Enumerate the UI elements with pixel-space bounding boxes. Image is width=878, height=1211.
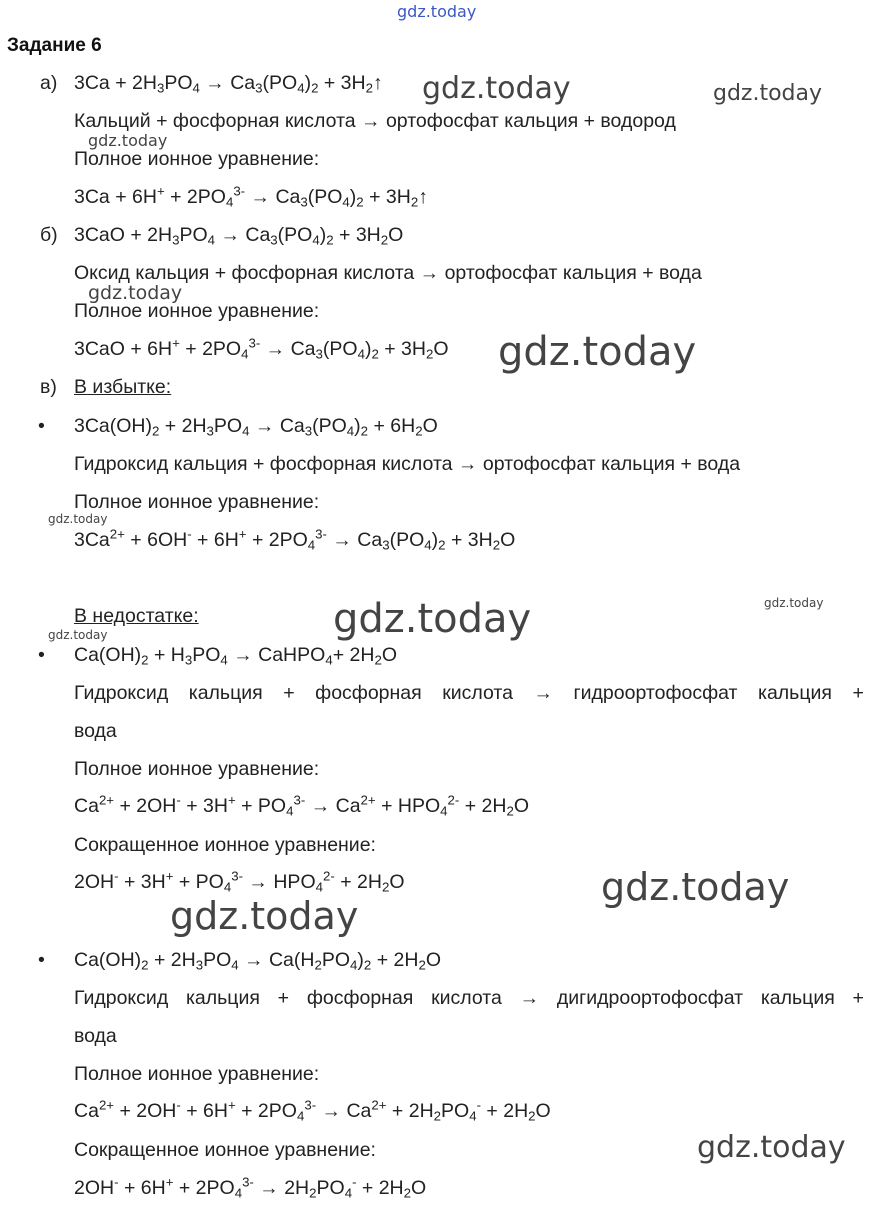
- formula-part: 2: [410, 194, 419, 210]
- equation-deficit-2: [74, 951, 441, 971]
- formula-part: 2+: [98, 1097, 115, 1113]
- formula-part: 4: [296, 1108, 305, 1124]
- formula-part: 4: [440, 803, 448, 819]
- formula-part: + 3H: [118, 871, 166, 893]
- excess-label: В избытке:: [74, 376, 172, 398]
- formula-part: Ca: [74, 1100, 99, 1122]
- formula-part: 2: [326, 232, 334, 248]
- formula-part: 3: [156, 80, 165, 96]
- formula-part: 2: [311, 80, 319, 96]
- watermark: gdz.today: [333, 596, 532, 642]
- formula-part: 2: [528, 1108, 536, 1124]
- formula-part: 2: [492, 537, 501, 553]
- formula-part: (PO: [312, 415, 347, 437]
- formula-part: O: [535, 1100, 551, 1122]
- bullet: •: [38, 644, 45, 666]
- word: кислота: [442, 682, 513, 704]
- formula-part: 2: [415, 423, 423, 439]
- formula-part: 3-: [242, 1174, 254, 1190]
- formula-part: → HPO: [243, 871, 316, 893]
- formula-part: PO: [316, 1177, 345, 1199]
- formula-part: + 3H: [363, 186, 411, 208]
- formula-part: ): [319, 224, 327, 246]
- word: кальция: [760, 987, 835, 1009]
- formula-part: ): [304, 72, 312, 94]
- formula-part: + 2H: [459, 795, 507, 817]
- formula-part: 2: [418, 957, 426, 973]
- formula-part: ↑: [418, 186, 428, 208]
- word: кислота: [431, 987, 502, 1009]
- formula-part: 4: [344, 1185, 353, 1201]
- formula-part: 3Ca(OH): [74, 415, 153, 437]
- words-a: Кальций + фосфорная кислота → ортофосфат кальция + водород: [74, 110, 676, 132]
- formula-part: ): [354, 415, 361, 437]
- formula-part: (PO: [262, 72, 298, 94]
- formula-part: → Ca: [305, 795, 361, 817]
- formula-part: O: [500, 529, 516, 551]
- formula-part: ): [349, 186, 357, 208]
- formula-part: → Ca: [249, 415, 305, 437]
- formula-part: Ca(OH): [74, 644, 142, 666]
- formula-part: + 2H: [148, 949, 196, 971]
- watermark: gdz.today: [170, 894, 359, 938]
- item-marker-c: в): [40, 376, 57, 398]
- word: Гидроксид: [74, 987, 169, 1009]
- formula-part: + 2H: [159, 415, 207, 437]
- formula-part: 4: [241, 346, 249, 362]
- formula-part: + 2PO: [246, 529, 308, 551]
- formula-part: + 3H: [445, 529, 493, 551]
- formula-part: 2-: [447, 792, 460, 808]
- ionic-equation-deficit-2: [74, 1097, 551, 1124]
- formula-part: + 2PO: [173, 1177, 235, 1199]
- formula-part: ↑: [372, 72, 383, 94]
- formula-part: -: [476, 1097, 482, 1113]
- formula-part: PO: [441, 1100, 470, 1122]
- bullet: •: [38, 415, 45, 437]
- formula-part: +: [165, 1174, 174, 1190]
- formula-part: 2: [360, 423, 369, 439]
- formula-part: 4: [220, 652, 228, 668]
- task-title: Задание 6: [7, 35, 102, 56]
- formula-part: 3-: [233, 183, 246, 199]
- word: кальция: [758, 682, 832, 704]
- formula-part: + 6OH: [124, 529, 188, 551]
- formula-part: + 6H: [118, 1177, 166, 1199]
- formula-part: 2: [381, 879, 390, 895]
- formula-part: 4: [207, 232, 216, 248]
- formula-part: +: [227, 1097, 236, 1113]
- formula-part: -: [187, 526, 192, 542]
- formula-part: + 2H: [386, 1100, 434, 1122]
- formula-part: 2: [380, 232, 389, 248]
- formula-part: O: [411, 1177, 427, 1199]
- formula-part: 4: [350, 957, 358, 973]
- ionic-equation-b: [74, 335, 449, 362]
- watermark: gdz.today: [48, 628, 108, 642]
- formula-part: +: [227, 792, 236, 808]
- formula-part: → Ca: [199, 72, 256, 94]
- formula-part: 4: [424, 537, 432, 553]
- formula-part: + 6H: [191, 529, 239, 551]
- formula-part: PO: [213, 415, 243, 437]
- bullet: •: [38, 949, 45, 971]
- watermark: gdz.today: [88, 131, 168, 150]
- equation-deficit-1: [74, 646, 397, 666]
- word: кальция: [188, 682, 263, 704]
- formula-part: +: [238, 526, 247, 542]
- formula-part: PO: [203, 949, 232, 971]
- formula-part: PO: [321, 949, 351, 971]
- formula-part: 4: [325, 652, 333, 668]
- words-b: Оксид кальция + фосфорная кислота → ортофосфат кальция + вода: [74, 262, 702, 284]
- formula-part: O: [422, 415, 438, 437]
- equation-b: [74, 226, 403, 246]
- equation-a: [74, 74, 383, 94]
- formula-part: 2OH: [74, 1177, 115, 1199]
- formula-part: → Ca: [215, 224, 271, 246]
- formula-part: 3-: [315, 526, 327, 542]
- formula-part: 4: [234, 1185, 243, 1201]
- formula-part: 4: [225, 194, 234, 210]
- watermark-top: gdz.today: [397, 2, 477, 21]
- watermark: gdz.today: [713, 81, 823, 106]
- formula-part: → Ca: [316, 1100, 372, 1122]
- word: кальция: [185, 987, 260, 1009]
- formula-part: (PO: [322, 338, 358, 360]
- formula-part: 3: [304, 423, 313, 439]
- words-excess: Гидроксид кальция + фосфорная кислота → ортофосфат кальция + вода: [74, 453, 741, 475]
- word: фосфорная: [315, 682, 422, 704]
- word: гидроортофосфат: [573, 682, 738, 704]
- ionic-label-a: Полное ионное уравнение:: [74, 148, 320, 170]
- watermark: gdz.today: [422, 71, 571, 106]
- formula-part: + 2H: [371, 949, 419, 971]
- formula-part: 3-: [304, 1097, 317, 1113]
- formula-part: +: [165, 868, 174, 884]
- formula-part: (PO: [307, 186, 343, 208]
- word: дигидроортофосфат: [556, 987, 744, 1009]
- formula-part: 3: [315, 346, 323, 362]
- formula-part: 3: [195, 957, 204, 973]
- formula-part: 4: [346, 423, 355, 439]
- formula-part: 3: [382, 537, 390, 553]
- ionic-equation-a: [74, 183, 428, 210]
- formula-part: ): [364, 338, 372, 360]
- formula-part: O: [389, 871, 405, 893]
- formula-part: 3: [300, 194, 308, 210]
- formula-part: +: [172, 335, 180, 351]
- watermark: gdz.today: [697, 1130, 846, 1165]
- formula-part: + 2OH: [114, 795, 177, 817]
- formula-part: O: [433, 338, 449, 360]
- short-label-deficit-1: Сокращенное ионное уравнение:: [74, 834, 376, 856]
- words-deficit-2-cont: вода: [74, 1025, 117, 1047]
- formula-part: 4: [192, 80, 200, 96]
- word: +: [852, 987, 864, 1009]
- formula-part: -: [176, 792, 181, 808]
- formula-part: -: [114, 868, 119, 884]
- formula-part: 3: [206, 423, 214, 439]
- words-deficit-1-cont: вода: [74, 720, 117, 742]
- word: +: [852, 682, 864, 704]
- formula-part: O: [425, 949, 441, 971]
- formula-part: 2: [433, 1108, 442, 1124]
- formula-part: PO: [192, 644, 221, 666]
- formula-part: 2: [506, 803, 514, 819]
- formula-part: PO: [164, 72, 193, 94]
- short-label-deficit-2: Сокращенное ионное уравнение:: [74, 1139, 376, 1161]
- formula-part: + PO: [173, 871, 224, 893]
- formula-part: Ca(OH): [74, 949, 142, 971]
- ionic-equation-deficit-1: [74, 792, 530, 819]
- formula-part: 2: [403, 1185, 412, 1201]
- word: →: [519, 987, 540, 1009]
- formula-part: O: [388, 224, 404, 246]
- word: Гидроксид: [74, 682, 169, 704]
- formula-part: → Ca: [245, 186, 301, 208]
- formula-part: + 3H: [333, 224, 381, 246]
- word: +: [277, 987, 290, 1009]
- formula-part: + 6H: [368, 415, 416, 437]
- formula-part: 2: [356, 194, 364, 210]
- watermark: gdz.today: [601, 865, 790, 909]
- watermark: gdz.today: [498, 329, 697, 375]
- formula-part: 4: [312, 232, 320, 248]
- formula-part: 2: [152, 423, 160, 439]
- formula-part: 2: [371, 346, 379, 362]
- formula-part: + 2PO: [179, 338, 242, 360]
- formula-part: Ca: [74, 795, 99, 817]
- formula-part: 2: [374, 652, 382, 668]
- formula-part: O: [513, 795, 530, 817]
- ionic-equation-excess: [74, 526, 516, 553]
- ionic-label-deficit-2: Полное ионное уравнение:: [74, 1063, 320, 1085]
- formula-part: 4: [231, 957, 239, 973]
- formula-part: 3: [172, 232, 180, 248]
- formula-part: + 2PO: [164, 186, 226, 208]
- word: →: [533, 682, 554, 704]
- formula-part: + 2OH: [114, 1100, 177, 1122]
- formula-part: (PO: [389, 529, 425, 551]
- item-marker-a: а): [40, 72, 58, 94]
- formula-part: + 3H: [378, 338, 426, 360]
- formula-part: 2: [425, 346, 434, 362]
- formula-part: → Ca(H: [238, 949, 315, 971]
- formula-part: + H: [148, 644, 185, 666]
- formula-part: 3: [270, 232, 278, 248]
- formula-part: 3Ca: [74, 529, 110, 551]
- formula-part: → Ca: [260, 338, 316, 360]
- formula-part: O: [381, 644, 397, 666]
- short-equation-deficit-1: [74, 868, 405, 895]
- formula-part: + PO: [235, 795, 287, 817]
- formula-part: → Ca: [326, 529, 383, 551]
- formula-part: 4: [242, 423, 250, 439]
- formula-part: + 3H: [180, 795, 228, 817]
- short-equation-deficit-2: [74, 1174, 427, 1201]
- formula-part: (PO: [277, 224, 313, 246]
- formula-part: 3-: [293, 792, 306, 808]
- formula-part: +: [156, 183, 165, 199]
- ionic-label-b: Полное ионное уравнение:: [74, 300, 320, 322]
- formula-part: 2OH: [74, 871, 115, 893]
- formula-part: 2: [363, 957, 372, 973]
- word: фосфорная: [306, 987, 414, 1009]
- formula-part: 2-: [322, 868, 335, 884]
- formula-part: + 2H: [356, 1177, 404, 1199]
- formula-part: + 6H: [180, 1100, 228, 1122]
- formula-part: 4: [286, 803, 294, 819]
- formula-part: → CaHPO: [227, 644, 326, 666]
- formula-part: 2: [438, 537, 446, 553]
- formula-part: 4: [357, 346, 365, 362]
- formula-part: 2: [141, 652, 149, 668]
- formula-part: PO: [179, 224, 208, 246]
- deficit-label: В недостатке:: [74, 605, 199, 627]
- item-marker-b: б): [40, 224, 58, 246]
- ionic-label-excess: Полное ионное уравнение:: [74, 491, 320, 513]
- formula-part: -: [352, 1174, 357, 1190]
- formula-part: 3: [184, 652, 193, 668]
- formula-part: → 2H: [253, 1177, 310, 1199]
- words-deficit-2: [74, 989, 864, 1009]
- equation-excess: [74, 417, 438, 437]
- formula-part: 2+: [360, 792, 376, 808]
- formula-part: + 2H: [481, 1100, 529, 1122]
- formula-part: ): [431, 529, 439, 551]
- formula-part: -: [176, 1097, 181, 1113]
- formula-part: + 2H: [332, 644, 375, 666]
- formula-part: ): [357, 949, 364, 971]
- formula-part: 3CaO + 2H: [74, 224, 173, 246]
- formula-part: 4: [469, 1108, 477, 1124]
- formula-part: 3: [255, 80, 263, 96]
- ionic-label-deficit-1: Полное ионное уравнение:: [74, 758, 320, 780]
- formula-part: + 2PO: [235, 1100, 297, 1122]
- words-deficit-1: [74, 684, 864, 704]
- formula-part: 4: [223, 879, 232, 895]
- formula-part: 4: [297, 80, 305, 96]
- formula-part: 2+: [109, 526, 125, 542]
- formula-part: 2+: [98, 792, 115, 808]
- formula-part: 4: [342, 194, 350, 210]
- formula-part: + 2H: [334, 871, 382, 893]
- formula-part: 2: [314, 957, 322, 973]
- watermark: gdz.today: [88, 282, 183, 304]
- formula-part: 3Ca + 6H: [74, 186, 157, 208]
- formula-part: 2: [365, 80, 373, 96]
- formula-part: 3-: [248, 335, 261, 351]
- formula-part: 2: [309, 1185, 317, 1201]
- formula-part: + 3H: [318, 72, 366, 94]
- formula-part: 3Ca + 2H: [74, 72, 157, 94]
- watermark: gdz.today: [764, 596, 824, 610]
- watermark: gdz.today: [48, 512, 108, 526]
- formula-part: + HPO: [375, 795, 441, 817]
- formula-part: 3CaO + 6H: [74, 338, 173, 360]
- formula-part: 2+: [371, 1097, 387, 1113]
- formula-part: -: [114, 1174, 119, 1190]
- formula-part: 4: [307, 537, 316, 553]
- formula-part: 3-: [231, 868, 244, 884]
- formula-part: 2: [141, 957, 149, 973]
- word: +: [283, 682, 295, 704]
- formula-part: 4: [315, 879, 323, 895]
